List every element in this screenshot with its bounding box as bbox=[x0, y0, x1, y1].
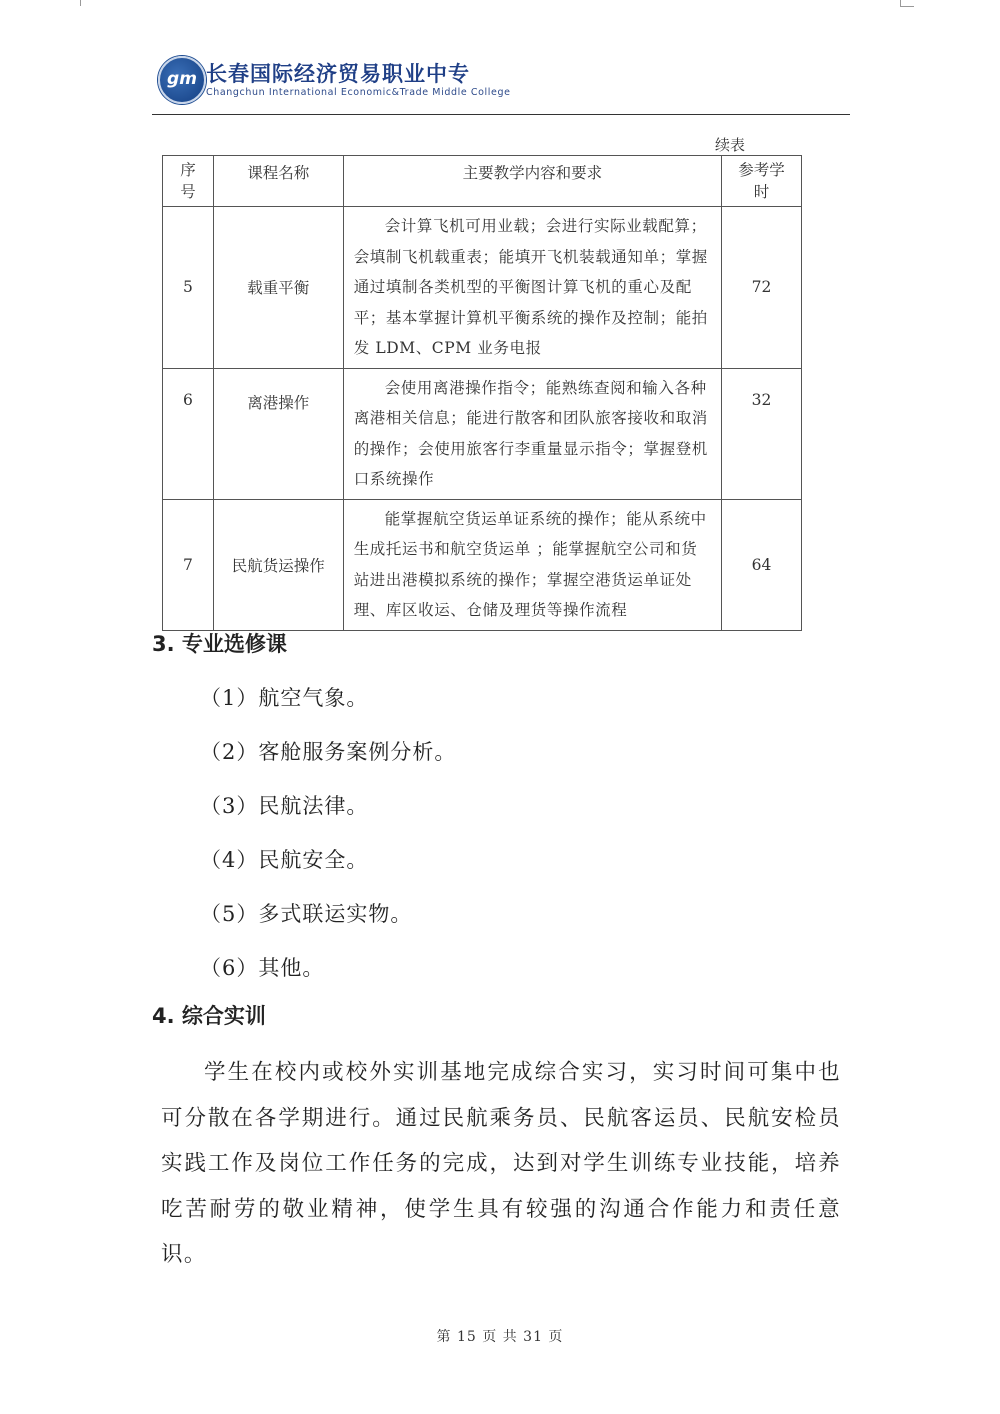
row-hours: 32 bbox=[722, 368, 802, 499]
crop-mark-right-horizontal bbox=[900, 6, 914, 7]
table-header-row bbox=[163, 156, 802, 207]
row-seq: 6 bbox=[163, 368, 214, 499]
header-hours bbox=[722, 156, 802, 207]
table-row bbox=[163, 368, 802, 499]
row-content: 会使用离港操作指令；能熟练查阅和输入各种离港相关信息；能进行散客和团队旅客接收和取消的操作；会使用旅客行李重量显示指令；掌握登机口系统操作 bbox=[343, 368, 721, 499]
continued-label: 续表 bbox=[715, 136, 746, 154]
row-content: 能掌握航空货运单证系统的操作；能从系统中生成托运书和航空货运单 ；能掌握航空公司和货站进出港模拟系统的操作；掌握空港货运单证处理、库区收运、仓储及理货等操作流程 bbox=[343, 499, 721, 630]
school-name-en: Changchun International Economic&Trade Middle College bbox=[206, 87, 511, 98]
header-seq-text: 序号 bbox=[180, 161, 196, 201]
row-hours: 64 bbox=[722, 499, 802, 630]
school-logo-icon bbox=[158, 56, 206, 104]
table-row bbox=[163, 499, 802, 630]
elective-item: （2）客舱服务案例分析。 bbox=[200, 740, 457, 764]
school-name-cn: 长春国际经济贸易职业中专 bbox=[206, 62, 470, 86]
elective-item: （3）民航法律。 bbox=[200, 794, 369, 818]
header-content: 主要教学内容和要求 bbox=[343, 156, 721, 207]
logo-text: gm bbox=[167, 69, 197, 89]
header-divider bbox=[152, 114, 850, 115]
training-paragraph: 学生在校内或校外实训基地完成综合实习，实习时间可集中也可分散在各学期进行。通过民航乘务员、民航客运员、民航安检员实践工作及岗位工作任务的完成，达到对学生训练专业技能，培养吃苦耐劳的敬业精神，使学生具有较强的沟通合作能力和责任意识。 bbox=[161, 1060, 841, 1267]
crop-mark-left bbox=[62, 0, 81, 6]
table-row bbox=[163, 207, 802, 369]
row-name: 民航货运操作 bbox=[213, 499, 343, 630]
elective-item: （5）多式联运实物。 bbox=[200, 902, 413, 926]
course-table bbox=[162, 155, 802, 631]
row-content: 会计算飞机可用业载；会进行实际业载配算；会填制飞机载重表；能填开飞机装载通知单；掌握通过填制各类机型的平衡图计算飞机的重心及配平；基本掌握计算机平衡系统的操作及控制；能拍发 LDM、CPM 业务电报 bbox=[343, 207, 721, 369]
elective-item: （1）航空气象。 bbox=[200, 686, 369, 710]
row-hours: 72 bbox=[722, 207, 802, 369]
section-4-heading: 4. 综合实训 bbox=[152, 1004, 266, 1028]
section-3-heading: 3. 专业选修课 bbox=[152, 632, 287, 656]
page-number: 第 15 页 共 31 页 bbox=[436, 1329, 564, 1345]
elective-item: （6）其他。 bbox=[200, 956, 325, 980]
header-seq bbox=[163, 156, 214, 207]
page-header bbox=[152, 50, 852, 112]
row-seq: 7 bbox=[163, 499, 214, 630]
elective-item: （4）民航安全。 bbox=[200, 848, 369, 872]
row-seq: 5 bbox=[163, 207, 214, 369]
row-name: 离港操作 bbox=[213, 368, 343, 499]
header-hours-text: 参考学时 bbox=[738, 161, 785, 201]
row-name: 载重平衡 bbox=[213, 207, 343, 369]
header-name: 课程名称 bbox=[213, 156, 343, 207]
